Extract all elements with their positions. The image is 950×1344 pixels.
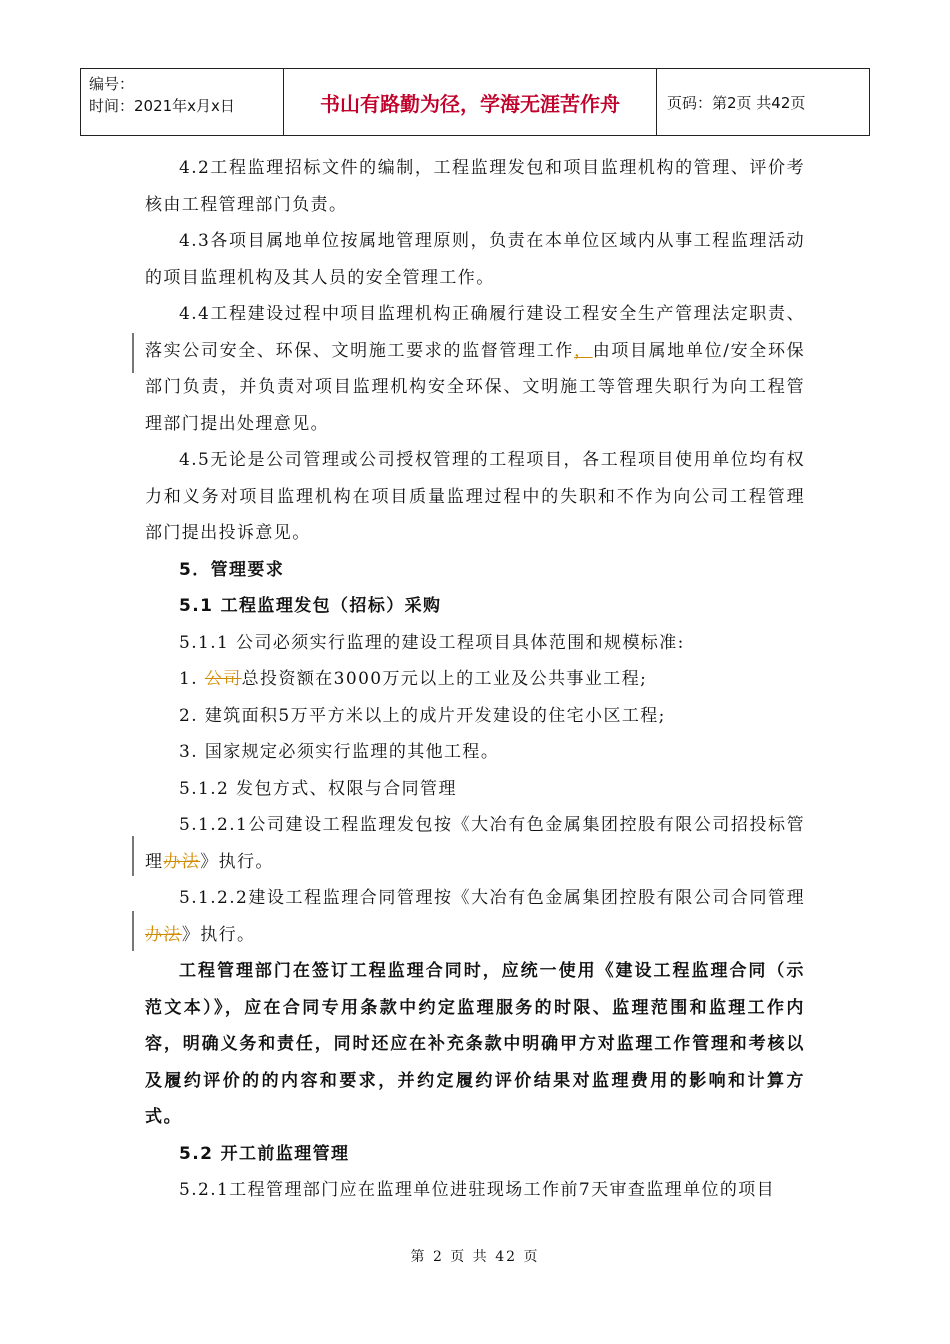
page-info: 页码：第2页 共42页 xyxy=(667,93,806,112)
section-5-1-heading: 5.1 工程监理发包（招标）采购 xyxy=(179,596,442,616)
motto: 书山有路勤为径，学海无涯苦作舟 xyxy=(284,69,657,135)
paragraph-contract-requirements: 工程管理部门在签订工程监理合同时，应统一使用《建设工程监理合同（示范文本）》，应在合同专用条款中约定监理服务的时限、监理范围和监理工作内容，明确义务和责任，同时还应在补充条款中明确甲方对监理工作管理和考核以及履约评价的的内容和要求，并约定履约评价结果对监理费用的影响和计算方式。 xyxy=(145,961,805,1127)
paragraph-4-4 xyxy=(145,296,805,442)
section-5-heading: 5．管理要求 xyxy=(179,559,285,580)
paragraph-4-3: 4.3各项目属地单位按属地管理原则，负责在本单位区域内从事工程监理活动的项目监理机构及其人员的安全管理工作。 xyxy=(145,231,805,288)
deleted-text: 公司 xyxy=(204,669,242,689)
paragraph-4-5: 4.5无论是公司管理或公司授权管理的工程项目，各工程项目使用单位均有权力和义务对项目监理机构在项目质量监理过程中的失职和不作为向公司工程管理部门提出投诉意见。 xyxy=(145,450,805,543)
document-body xyxy=(145,150,805,1209)
revision-bar xyxy=(132,911,134,951)
list-item-1 xyxy=(145,661,805,698)
paragraph-5-1-2: 5.1.2 发包方式、权限与合同管理 xyxy=(179,778,457,799)
revision-bar xyxy=(132,836,134,876)
list-item-3: 3. 国家规定必须实行监理的其他工程。 xyxy=(179,742,500,762)
paragraph-5-1-2-2 xyxy=(145,880,805,953)
paragraph-text: 》执行。 xyxy=(200,851,274,872)
page-footer: 第 2 页 共 42 页 xyxy=(410,1249,540,1265)
header-table xyxy=(80,68,870,136)
list-item-number: 1. xyxy=(179,669,205,689)
paragraph-4-2: 4.2工程监理招标文件的编制，工程监理发包和项目监理机构的管理、评价考核由工程管理部门负责。 xyxy=(145,158,805,215)
number-label: 编号： xyxy=(89,75,135,93)
paragraph-text: 5.1.2.1公司建设工程监理发包按《大冶有色金属集团控股有限公司招投标管理 xyxy=(145,815,805,872)
header-meta xyxy=(81,69,284,135)
list-item-text: 总投资额在3000万元以上的工业及公共事业工程; xyxy=(241,669,648,689)
paragraph-4-4-part2: 由项目属地单位/安全环保部门负责，并负责对项目监理机构安全环保、文明施工等管理失职行为向工程管理部门提出处理意见。 xyxy=(145,340,805,434)
deleted-text: 办法 xyxy=(163,851,201,872)
paragraph-5-1-2-1 xyxy=(145,807,805,880)
revision-mark: ， xyxy=(574,340,593,361)
time-label: 时间：2021年x月x日 xyxy=(89,97,235,115)
section-5-2-heading: 5.2 开工前监理管理 xyxy=(179,1143,350,1164)
revision-bar xyxy=(132,333,134,373)
paragraph-4-4-part1: 4.4工程建设过程中项目监理机构正确履行建设工程安全生产管理法定职责、落实公司安全、环保、文明施工要求的监督管理工作 xyxy=(145,304,805,361)
paragraph-text: 》执行。 xyxy=(181,924,256,945)
paragraph-5-2-1: 5.2.1工程管理部门应在监理单位进驻现场工作前7天审查监理单位的项目 xyxy=(179,1180,776,1200)
paragraph-5-1-1: 5.1.1 公司必须实行监理的建设工程项目具体范围和规模标准: xyxy=(179,632,685,653)
list-item-2: 2. 建筑面积5万平方米以上的成片开发建设的住宅小区工程; xyxy=(179,705,666,726)
deleted-text: 办法 xyxy=(145,924,182,945)
paragraph-text: 5.1.2.2建设工程监理合同管理按《大冶有色金属集团控股有限公司合同管理 xyxy=(179,888,805,908)
